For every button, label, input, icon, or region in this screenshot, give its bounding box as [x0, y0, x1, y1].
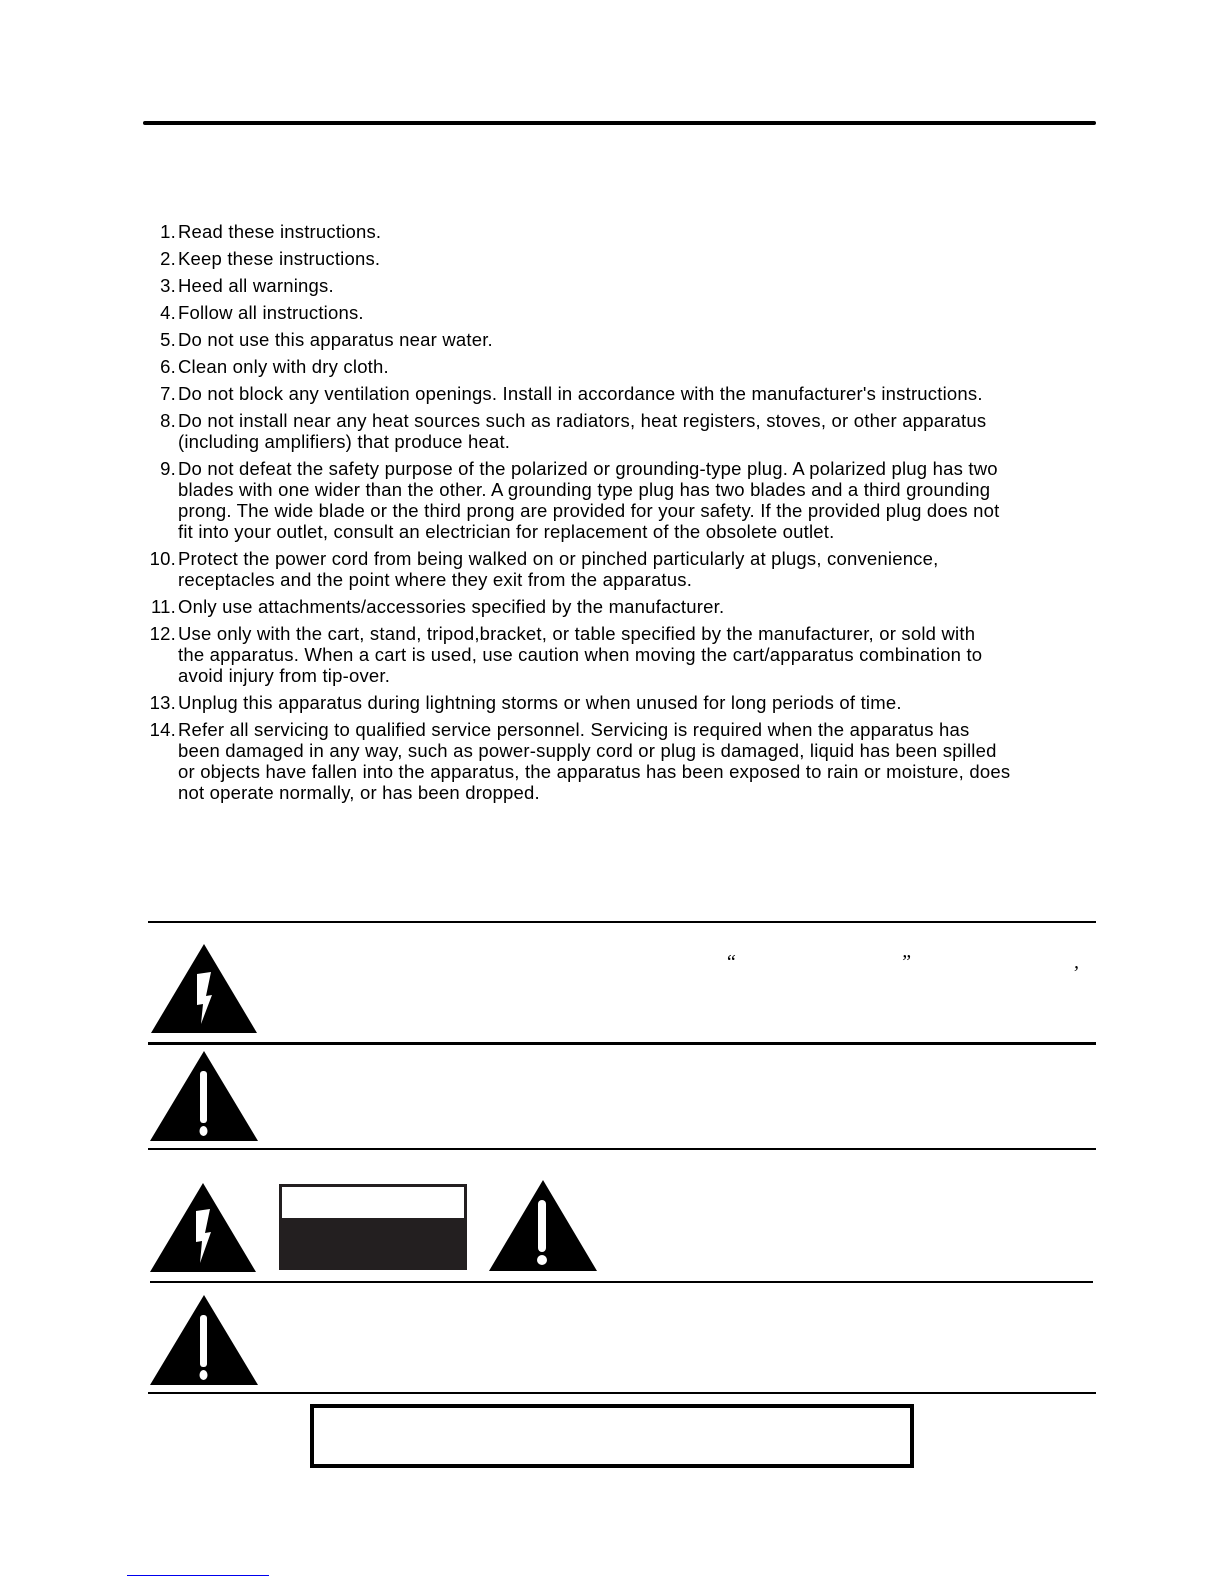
comma: ,	[1074, 951, 1079, 973]
instruction-text: Unplug this apparatus during lightning storms or when unused for long periods of time.	[178, 692, 902, 713]
instruction-text: been damaged in any way, such as power-supply cord or plug is damaged, liquid has been spilled	[178, 740, 997, 761]
section-rule	[148, 1042, 1096, 1045]
instruction-item	[140, 548, 1100, 590]
header-rule	[143, 121, 1096, 125]
instruction-number: 5.	[160, 329, 176, 350]
instruction-number: 11.	[151, 596, 176, 617]
instruction-number: 3.	[160, 275, 176, 296]
instruction-text: avoid injury from tip-over.	[178, 665, 391, 686]
section-rule	[148, 921, 1096, 923]
open-quote: “	[725, 951, 737, 973]
instruction-item	[140, 356, 1100, 377]
instruction-text: Do not defeat the safety purpose of the polarized or grounding-type plug. A polarized plug has two	[178, 458, 998, 479]
exclamation-warning-icon	[150, 1051, 258, 1141]
instruction-item	[140, 383, 1100, 404]
instruction-item	[140, 248, 1100, 269]
instruction-text: Use only with the cart, stand, tripod,bracket, or table specified by the manufacturer, or sold with	[178, 623, 976, 644]
instruction-text: receptacles and the point where they exit from the apparatus.	[178, 569, 693, 590]
instruction-number: 2.	[160, 248, 176, 269]
instruction-number: 9.	[160, 458, 176, 479]
exclamation-warning-icon	[489, 1180, 597, 1271]
instruction-number: 12.	[149, 623, 176, 644]
instruction-number: 14.	[149, 719, 176, 740]
instruction-text: prong. The wide blade or the third prong are provided for your safety. If the provided plug does not	[178, 500, 1000, 521]
instruction-item	[140, 329, 1100, 350]
instruction-item	[140, 692, 1100, 713]
instruction-text: Protect the power cord from being walked on or pinched particularly at plugs, convenience,	[178, 548, 939, 569]
instruction-number: 7.	[160, 383, 176, 404]
instruction-number: 1.	[160, 221, 176, 242]
instruction-item	[140, 596, 1100, 617]
instruction-text: not operate normally, or has been dropped.	[178, 782, 540, 803]
instruction-text: Do not use this apparatus near water.	[178, 329, 493, 350]
instruction-text: or objects have fallen into the apparatus, the apparatus has been exposed to rain or moisture, does	[178, 761, 1011, 782]
instruction-text: (including amplifiers) that produce heat.	[178, 431, 511, 452]
instruction-text: Do not block any ventilation openings. Install in accordance with the manufacturer's instructions.	[178, 383, 983, 404]
instruction-text: Follow all instructions.	[178, 302, 364, 323]
caution-label	[279, 1184, 467, 1270]
instruction-number: 4.	[160, 302, 176, 323]
instruction-text: Heed all warnings.	[178, 275, 334, 296]
link-underline[interactable]	[127, 1575, 269, 1576]
close-quote: ”	[900, 951, 912, 973]
instruction-text: Do not install near any heat sources such as radiators, heat registers, stoves, or other apparatus	[178, 410, 987, 431]
instruction-item	[140, 221, 1100, 242]
instruction-item	[140, 302, 1100, 323]
instruction-number: 10.	[149, 548, 176, 569]
instruction-text: Only use attachments/accessories specified by the manufacturer.	[178, 596, 725, 617]
instruction-text: Clean only with dry cloth.	[178, 356, 389, 377]
instruction-number: 8.	[160, 410, 176, 431]
instruction-text: the apparatus. When a cart is used, use caution when moving the cart/apparatus combination to	[178, 644, 983, 665]
safety-instructions-list	[140, 221, 1100, 809]
caution-label-header	[282, 1187, 464, 1218]
instruction-item	[140, 275, 1100, 296]
instruction-text: blades with one wider than the other. A grounding type plug has two blades and a third grounding	[178, 479, 991, 500]
section-rule	[150, 1281, 1093, 1283]
instruction-item	[140, 410, 1100, 452]
lightning-warning-icon	[150, 1183, 256, 1272]
instruction-text: Refer all servicing to qualified service personnel. Servicing is required when the apparatus has	[178, 719, 970, 740]
instruction-item	[140, 623, 1100, 686]
instruction-text: fit into your outlet, consult an electrician for replacement of the obsolete outlet.	[178, 521, 835, 542]
section-rule	[148, 1392, 1096, 1394]
instruction-text: Keep these instructions.	[178, 248, 381, 269]
notice-box	[310, 1404, 914, 1468]
instruction-item	[140, 458, 1100, 542]
instruction-text: Read these instructions.	[178, 221, 382, 242]
instruction-item	[140, 719, 1100, 803]
lightning-warning-icon	[151, 944, 257, 1033]
instruction-number: 6.	[160, 356, 176, 377]
exclamation-warning-icon	[150, 1295, 258, 1385]
instruction-number: 13.	[149, 692, 176, 713]
section-rule	[148, 1148, 1096, 1150]
